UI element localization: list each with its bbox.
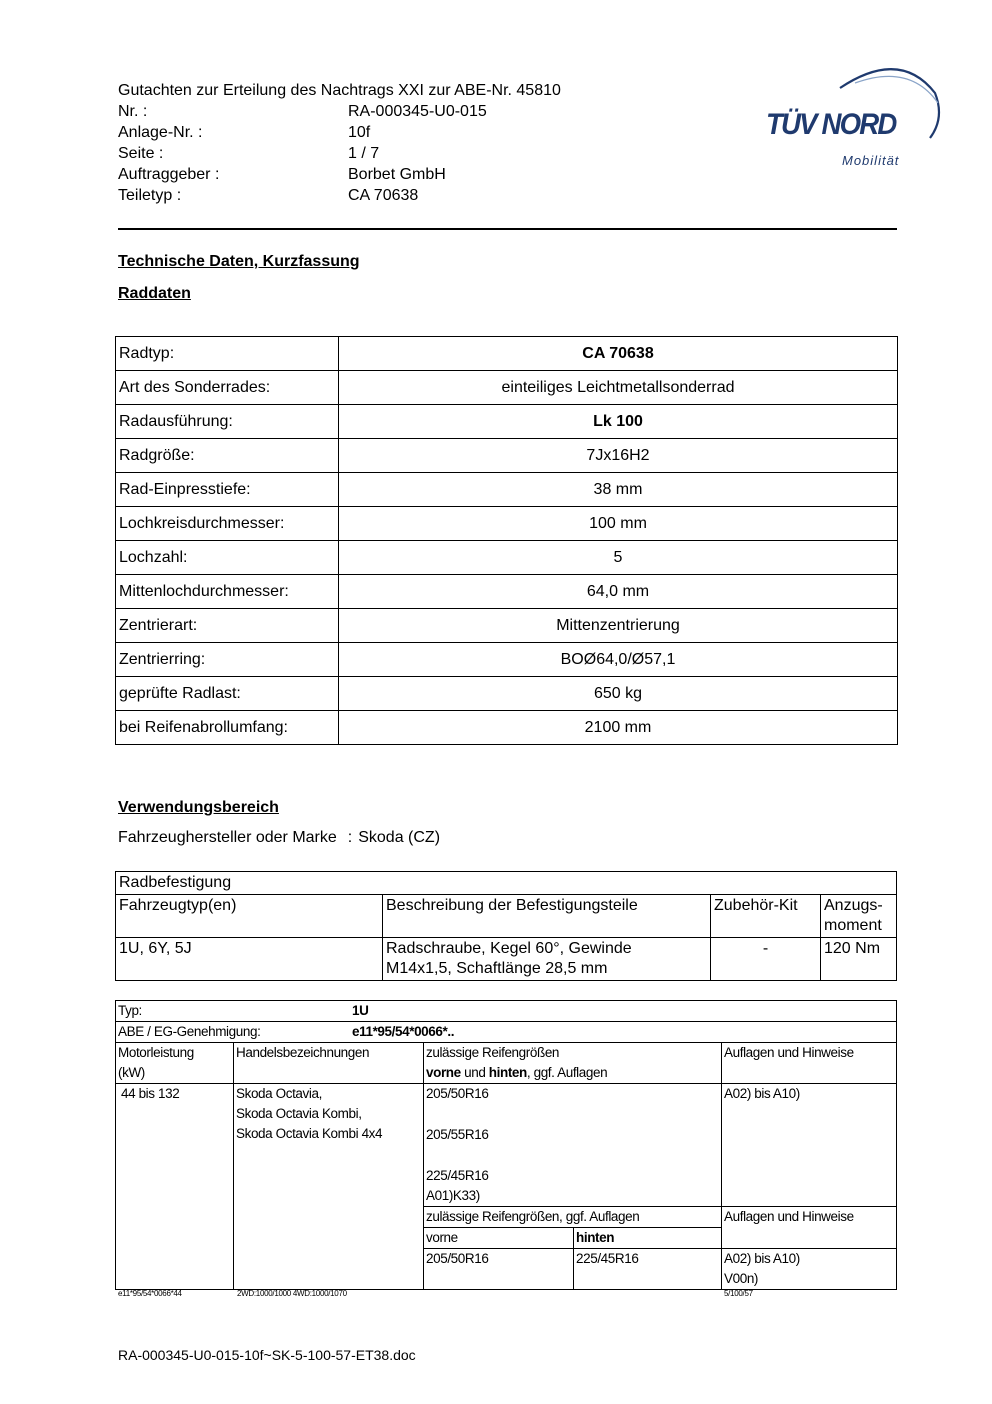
header-value: RA-000345-U0-015 [348,103,487,120]
col-auflagen: Auflagen und Hinweise [722,1043,897,1084]
table-row [116,711,898,745]
befestigung-header-beschreibung: Beschreibung der Befestigungsteile [383,895,711,938]
hinten-label: hinten [574,1228,722,1249]
raddaten-label: Mittenlochdurchmesser: [116,575,339,609]
befestigung-header-kit: Zubehör-Kit [711,895,821,938]
raddaten-table [115,336,898,745]
raddaten-value: 100 mm [339,507,898,541]
raddaten-label: Radausführung: [116,405,339,439]
raddaten-value: 64,0 mm [339,575,898,609]
table-row [116,643,898,677]
text-line: Skoda Octavia Kombi 4x4 [236,1126,383,1141]
raddaten-label: bei Reifenabrollumfang: [116,711,339,745]
befestigung-header-typ: Fahrzeugtyp(en) [116,895,383,938]
vehicle-type-table [115,1000,897,1290]
befestigung-typ: 1U, 6Y, 5J [116,938,383,981]
auflagen-value: A02) bis A10) [722,1084,897,1207]
header-value: Borbet GmbH [348,166,446,183]
header-row-seite [118,143,379,164]
footnote-code: 5/100/57 [724,1289,753,1298]
raddaten-value: einteiliges Leichtmetallsonderrad [339,371,898,405]
table-row [116,895,897,938]
section-title-tech: Technische Daten, Kurzfassung [118,253,360,270]
header-line [426,1063,719,1083]
table-row [116,337,898,371]
raddaten-label: Art des Sonderrades: [116,371,339,405]
vorne-label: vorne [424,1228,574,1249]
table-row [116,1022,897,1043]
header-value: 10f [348,124,371,141]
report-title: Gutachten zur Erteilung des Nachtrags XXI zur ABE-Nr. 45810 [118,82,561,99]
table-row [116,507,898,541]
col-motor [116,1043,234,1084]
befestigung-kit: - [711,938,821,981]
header-row-auftraggeber [118,164,446,185]
radbefestigung-table [115,871,897,981]
header-line: zulässige Reifengrößen [426,1045,560,1060]
logo-brand: TÜV NORD [766,108,896,141]
section-title-verwendung: Verwendungsbereich [118,799,279,816]
text-line: A01)K33) [426,1188,480,1203]
typ-label: Typ: [118,1003,142,1018]
raddaten-label: Rad-Einpresstiefe: [116,473,339,507]
header-line: moment [824,917,882,934]
raddaten-value: 38 mm [339,473,898,507]
header-label: Auftraggeber : [118,166,220,183]
footnote-abe: e11*95/54*0066*44 [118,1289,182,1298]
header-label: Seite : [118,145,164,162]
mixed-header: zulässige Reifengrößen, ggf. Auflagen [424,1207,722,1228]
col-reifen [424,1043,722,1084]
header-line: (kW) [118,1065,145,1080]
text-line: Radschraube, Kegel 60°, Gewinde [386,940,632,957]
reifen-hinten: hinten [488,1065,527,1080]
typ-value: 1U [352,1003,369,1018]
table-row [116,1043,897,1084]
raddaten-value: Lk 100 [339,405,898,439]
text-line: Skoda Octavia Kombi, [236,1106,362,1121]
header-row-anlage [118,122,370,143]
manufacturer-value: Skoda (CZ) [358,829,441,846]
manufacturer-line [118,829,440,847]
raddaten-label: Lochkreisdurchmesser: [116,507,339,541]
section-title-raddaten: Raddaten [118,285,191,302]
reifen-auflagen: , ggf. Auflagen [526,1065,608,1080]
text-line: 205/50R16 [426,1086,489,1101]
text-line: 225/45R16 [426,1168,489,1183]
table-row [116,677,898,711]
header-line: Motorleistung [118,1045,194,1060]
table-row [116,371,898,405]
table-row [116,872,897,895]
raddaten-value: Mittenzentrierung [339,609,898,643]
reifen-values [424,1084,722,1207]
mixed-hinten: 225/45R16 [574,1249,722,1290]
manufacturer-sep: : [347,829,353,846]
table-row [116,1001,897,1022]
raddaten-value: CA 70638 [339,337,898,371]
abe-value: e11*95/54*0066*.. [352,1024,455,1039]
text-line: A02) bis A10) [724,1251,800,1266]
header-label: Anlage-Nr. : [118,124,203,141]
raddaten-label: Radtyp: [116,337,339,371]
mixed-auflagen-header: Auflagen und Hinweise [722,1207,897,1249]
text-line: V00n) [724,1271,759,1286]
befestigung-header-moment [821,895,897,938]
mixed-vorne: 205/50R16 [424,1249,574,1290]
tuv-nord-logo [760,58,945,173]
raddaten-label: geprüfte Radlast: [116,677,339,711]
abe-row [116,1022,897,1043]
header-row-nr [118,101,487,122]
table-row [116,609,898,643]
raddaten-value: 7Jx16H2 [339,439,898,473]
footnote-drive: 2WD:1000/1000 4WD:1000/1070 [237,1289,347,1298]
header-row-teiletyp [118,185,418,206]
text-line: 205/55R16 [426,1127,489,1142]
header-label: Teiletyp : [118,187,182,204]
motor-value: 44 bis 132 [116,1084,234,1290]
raddaten-value: 2100 mm [339,711,898,745]
col-handel: Handelsbezeichnungen [234,1043,424,1084]
raddaten-label: Zentrierart: [116,609,339,643]
table-row [116,1084,897,1207]
logo-subtitle: Mobilität [842,153,900,168]
document-filename: RA-000345-U0-015-10f~SK-5-100-57-ET38.doc [118,1347,416,1363]
raddaten-value: BOØ64,0/Ø57,1 [339,643,898,677]
befestigung-moment: 120 Nm [821,938,897,981]
mixed-auflagen [722,1249,897,1290]
manufacturer-label: Fahrzeughersteller oder Marke [118,829,337,846]
table-row [116,405,898,439]
table-row [116,938,897,981]
reifen-vorne: vorne [426,1065,461,1080]
table-row [116,439,898,473]
raddaten-value: 5 [339,541,898,575]
header-label: Nr. : [118,103,148,120]
befestigung-beschreibung [383,938,711,981]
header-value: CA 70638 [348,187,419,204]
header-line: Anzugs- [824,897,883,914]
raddaten-label: Zentrierring: [116,643,339,677]
table-row [116,473,898,507]
handel-values [234,1084,424,1290]
table-row [116,575,898,609]
header-value: 1 / 7 [348,145,380,162]
befestigung-title: Radbefestigung [116,872,897,895]
raddaten-value: 650 kg [339,677,898,711]
raddaten-label: Lochzahl: [116,541,339,575]
abe-label: ABE / EG-Genehmigung: [118,1024,261,1039]
text-line: M14x1,5, Schaftlänge 28,5 mm [386,960,608,977]
header-divider [118,228,897,230]
text-line: Skoda Octavia, [236,1086,322,1101]
reifen-und: und [460,1065,489,1080]
raddaten-label: Radgröße: [116,439,339,473]
typ-row [116,1001,897,1022]
table-row [116,541,898,575]
